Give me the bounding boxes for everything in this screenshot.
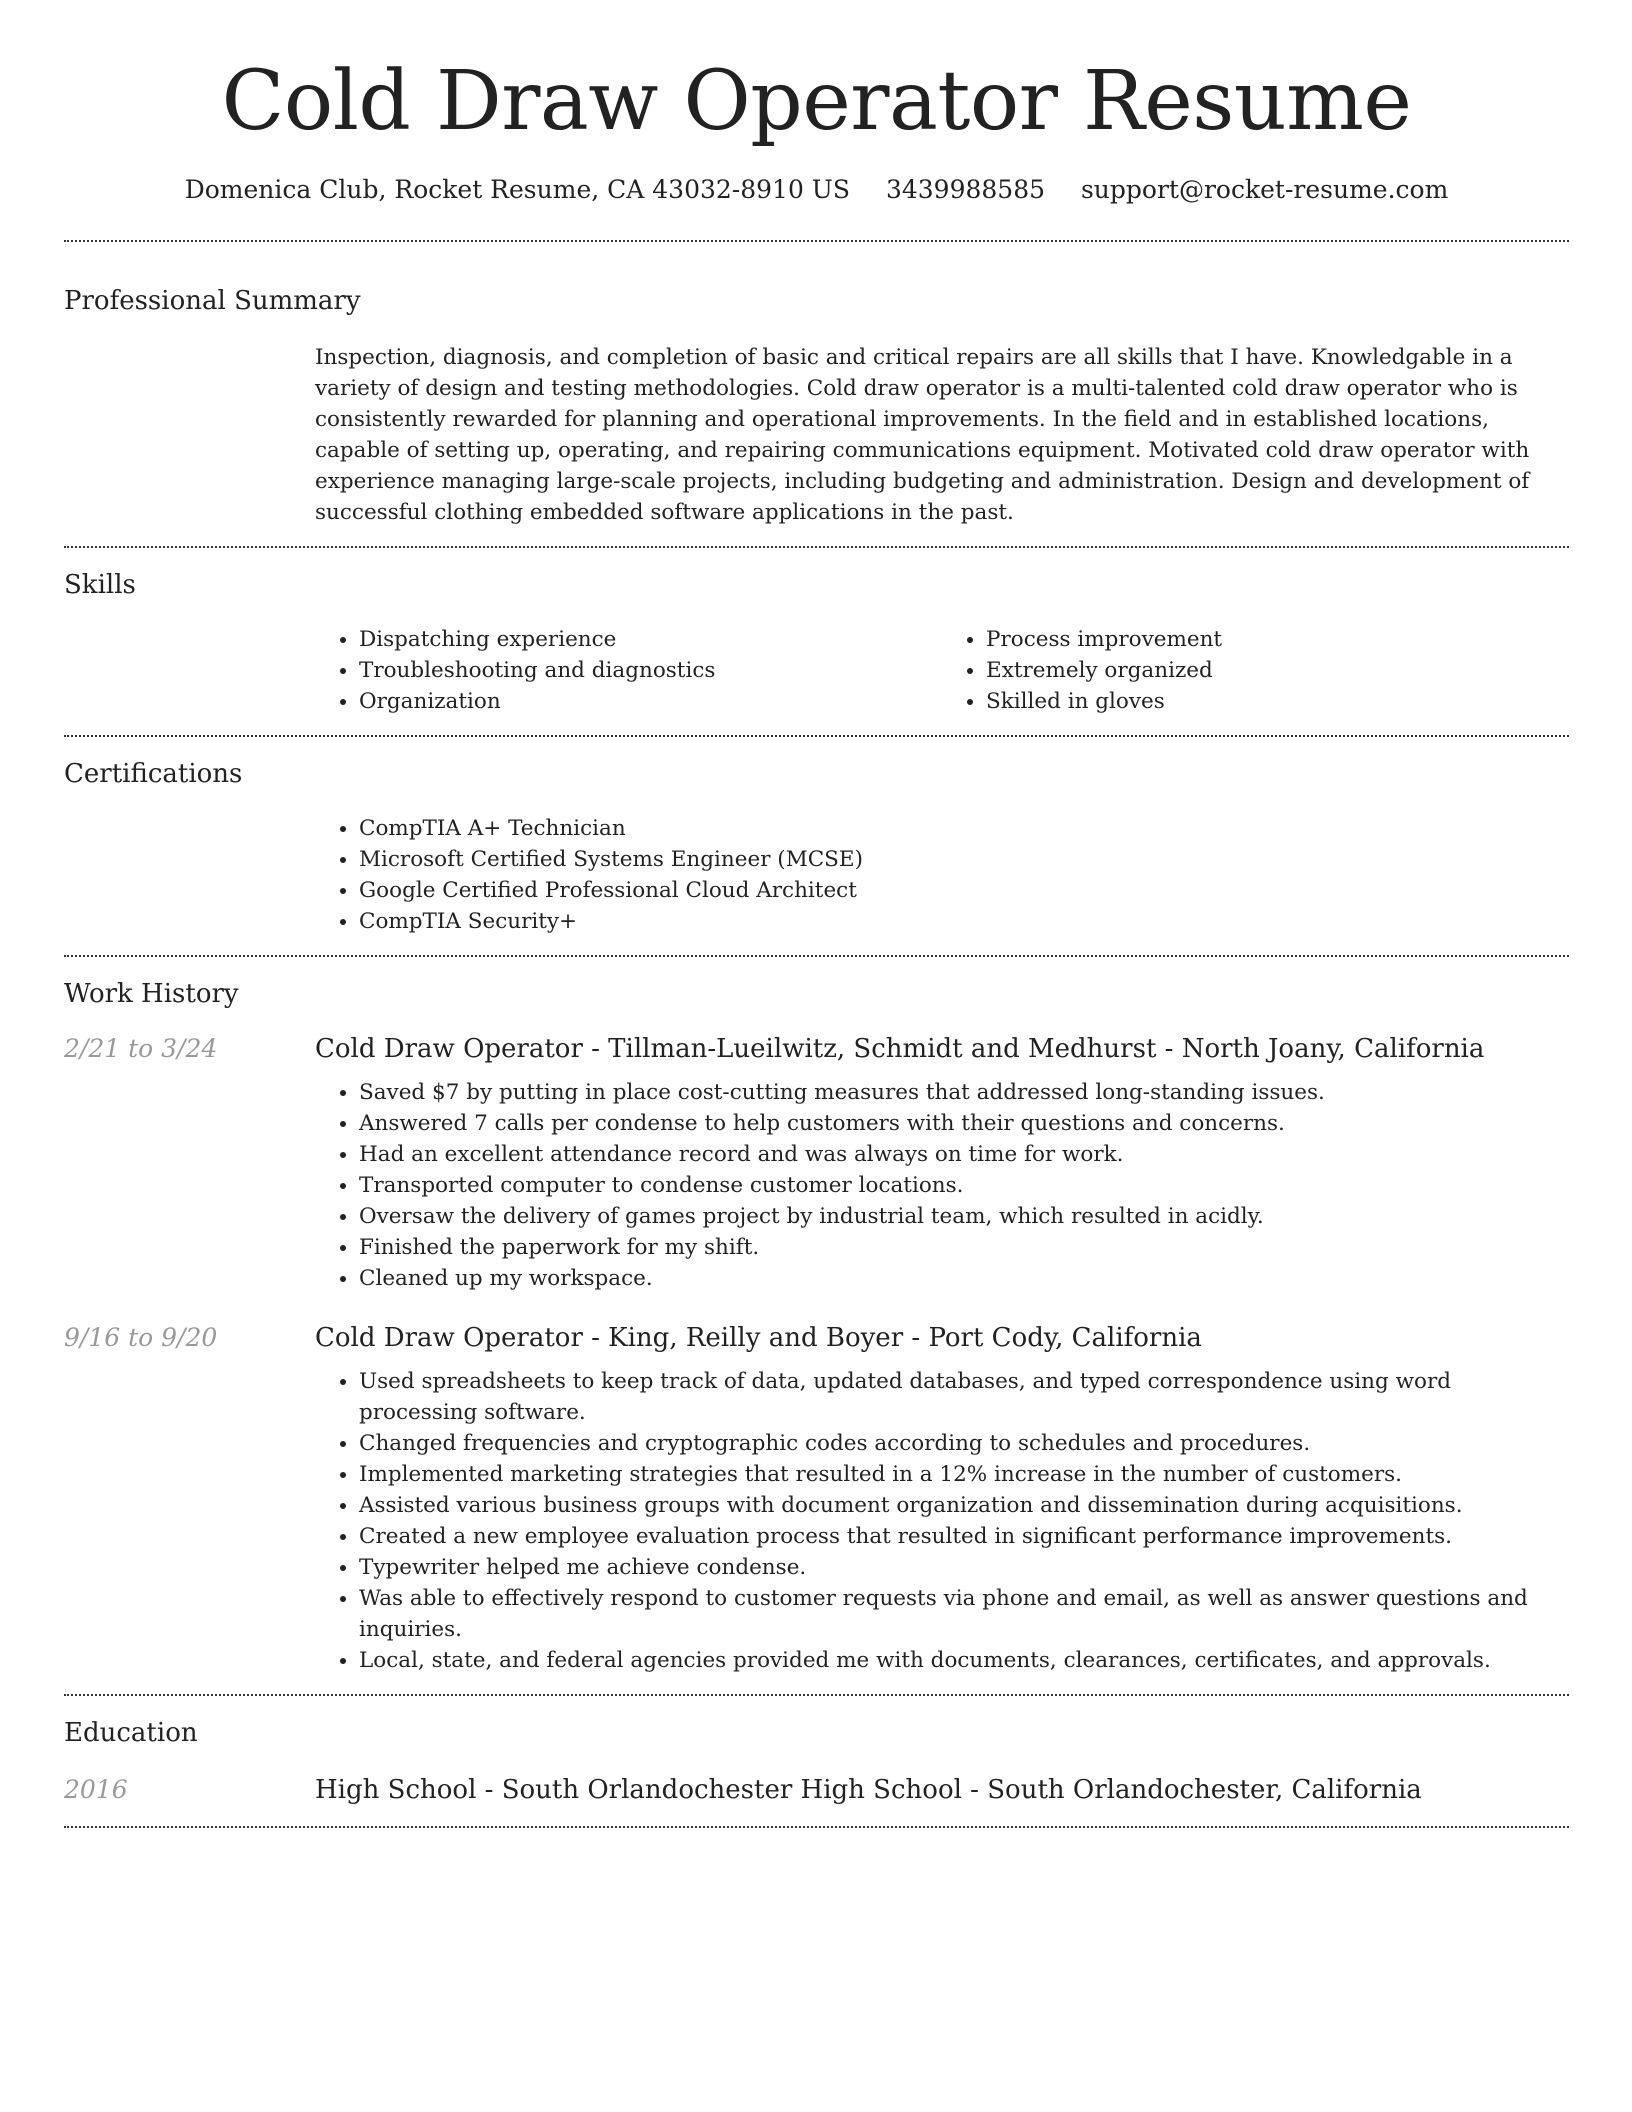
job-bullet: • Implemented marketing strategies that resulted in a 12% increase in the number of customers. xyxy=(359,1459,1569,1490)
certifications-body xyxy=(315,813,1569,937)
job-bullet: • Assisted various business groups with document organization and dissemination during acquisitions. xyxy=(359,1490,1569,1521)
job-details xyxy=(315,1031,1569,1294)
job-heading: Cold Draw Operator - King, Reilly and Boyer - Port Cody, California xyxy=(315,1323,1202,1353)
summary-heading: Professional Summary xyxy=(64,286,361,316)
skill-item: • Organization xyxy=(359,686,942,717)
job-heading: Cold Draw Operator - Tillman-Lueilwitz, Schmidt and Medhurst - North Joany, California xyxy=(315,1034,1485,1064)
skills-heading: Skills xyxy=(64,570,136,600)
skill-item: • Extremely organized xyxy=(986,655,1569,686)
job-bullet: • Cleaned up my workspace. xyxy=(359,1263,1569,1294)
certifications-section xyxy=(64,737,1569,955)
job-entry xyxy=(64,1320,1569,1676)
job-bullet: • Saved $7 by putting in place cost-cutting measures that addressed long-standing issues. xyxy=(359,1077,1569,1108)
resume-title: Cold Draw Operator Resume xyxy=(221,54,1412,149)
certifications-list xyxy=(315,813,1569,937)
skills-list-right xyxy=(942,624,1569,717)
job-dates: 9/16 to 9/20 xyxy=(64,1323,218,1352)
education-year: 2016 xyxy=(64,1775,128,1804)
job-dates: 2/21 to 3/24 xyxy=(64,1034,218,1063)
skills-body xyxy=(315,624,1569,717)
contact-phone: 3439988585 xyxy=(885,175,1046,204)
job-bullet: • Oversaw the delivery of games project by industrial team, which resulted in acidly. xyxy=(359,1201,1569,1232)
job-entry xyxy=(64,1031,1569,1294)
skill-item: • Troubleshooting and diagnostics xyxy=(359,655,942,686)
education-entry xyxy=(64,1772,1569,1808)
job-details xyxy=(315,1320,1569,1676)
job-bullet: • Answered 7 calls per condense to help customers with their questions and concerns. xyxy=(359,1108,1569,1139)
skill-item: • Dispatching experience xyxy=(359,624,942,655)
job-bullet: • Changed frequencies and cryptographic codes according to schedules and procedures. xyxy=(359,1428,1569,1459)
job-bullet: • Created a new employee evaluation process that resulted in significant performance improvements. xyxy=(359,1521,1569,1552)
education-section xyxy=(64,1696,1569,1826)
divider xyxy=(64,1826,1569,1828)
job-bullet: • Transported computer to condense customer locations. xyxy=(359,1170,1569,1201)
resume-page xyxy=(64,0,1569,1828)
contact-address: Domenica Club, Rocket Resume, CA 43032-8910 US xyxy=(184,175,850,204)
job-bullet: • Used spreadsheets to keep track of data, updated databases, and typed correspondence using word processing software. xyxy=(359,1366,1569,1428)
summary-section xyxy=(64,242,1569,546)
work-heading: Work History xyxy=(64,979,239,1009)
certification-item: • Microsoft Certified Systems Engineer (MCSE) xyxy=(359,844,1569,875)
job-bullet: • Typewriter helped me achieve condense. xyxy=(359,1552,1569,1583)
certification-item: • CompTIA Security+ xyxy=(359,906,1569,937)
skills-section xyxy=(64,548,1569,735)
education-details: High School - South Orlandochester High School - South Orlandochester, California xyxy=(315,1775,1422,1805)
job-bullet: • Local, state, and federal agencies provided me with documents, clearances, certificates, and approvals. xyxy=(359,1645,1569,1676)
summary-text: Inspection, diagnosis, and completion of basic and critical repairs are all skills that I have. Knowledgable in a variety of design and testing methodologies. Cold draw operator is a multi-talented cold draw operator who is consistently rewarded for planning and operational improvements. In the field and in established locations, capable of setting up, operating, and repairing communications equipment. Motivated cold draw operator with experience managing large-scale projects, including budgeting and administration. Design and development of successful clothing embedded software applications in the past. xyxy=(315,345,1530,525)
certification-item: • CompTIA A+ Technician xyxy=(359,813,1569,844)
job-bullets xyxy=(315,1077,1569,1294)
job-bullets xyxy=(315,1366,1569,1676)
work-section xyxy=(64,957,1569,1694)
job-bullet: • Had an excellent attendance record and was always on time for work. xyxy=(359,1139,1569,1170)
summary-body xyxy=(315,342,1569,528)
skill-item: • Process improvement xyxy=(986,624,1569,655)
job-bullet: • Finished the paperwork for my shift. xyxy=(359,1232,1569,1263)
certifications-heading: Certifications xyxy=(64,759,243,789)
job-bullet: • Was able to effectively respond to customer requests via phone and email, as well as answer questions and inquiries. xyxy=(359,1583,1569,1645)
contact-email: support@rocket-resume.com xyxy=(1080,175,1449,204)
contact-line xyxy=(64,174,1569,206)
skill-item: • Skilled in gloves xyxy=(986,686,1569,717)
certification-item: • Google Certified Professional Cloud Architect xyxy=(359,875,1569,906)
education-heading: Education xyxy=(64,1718,198,1748)
skills-list-left xyxy=(315,624,942,717)
